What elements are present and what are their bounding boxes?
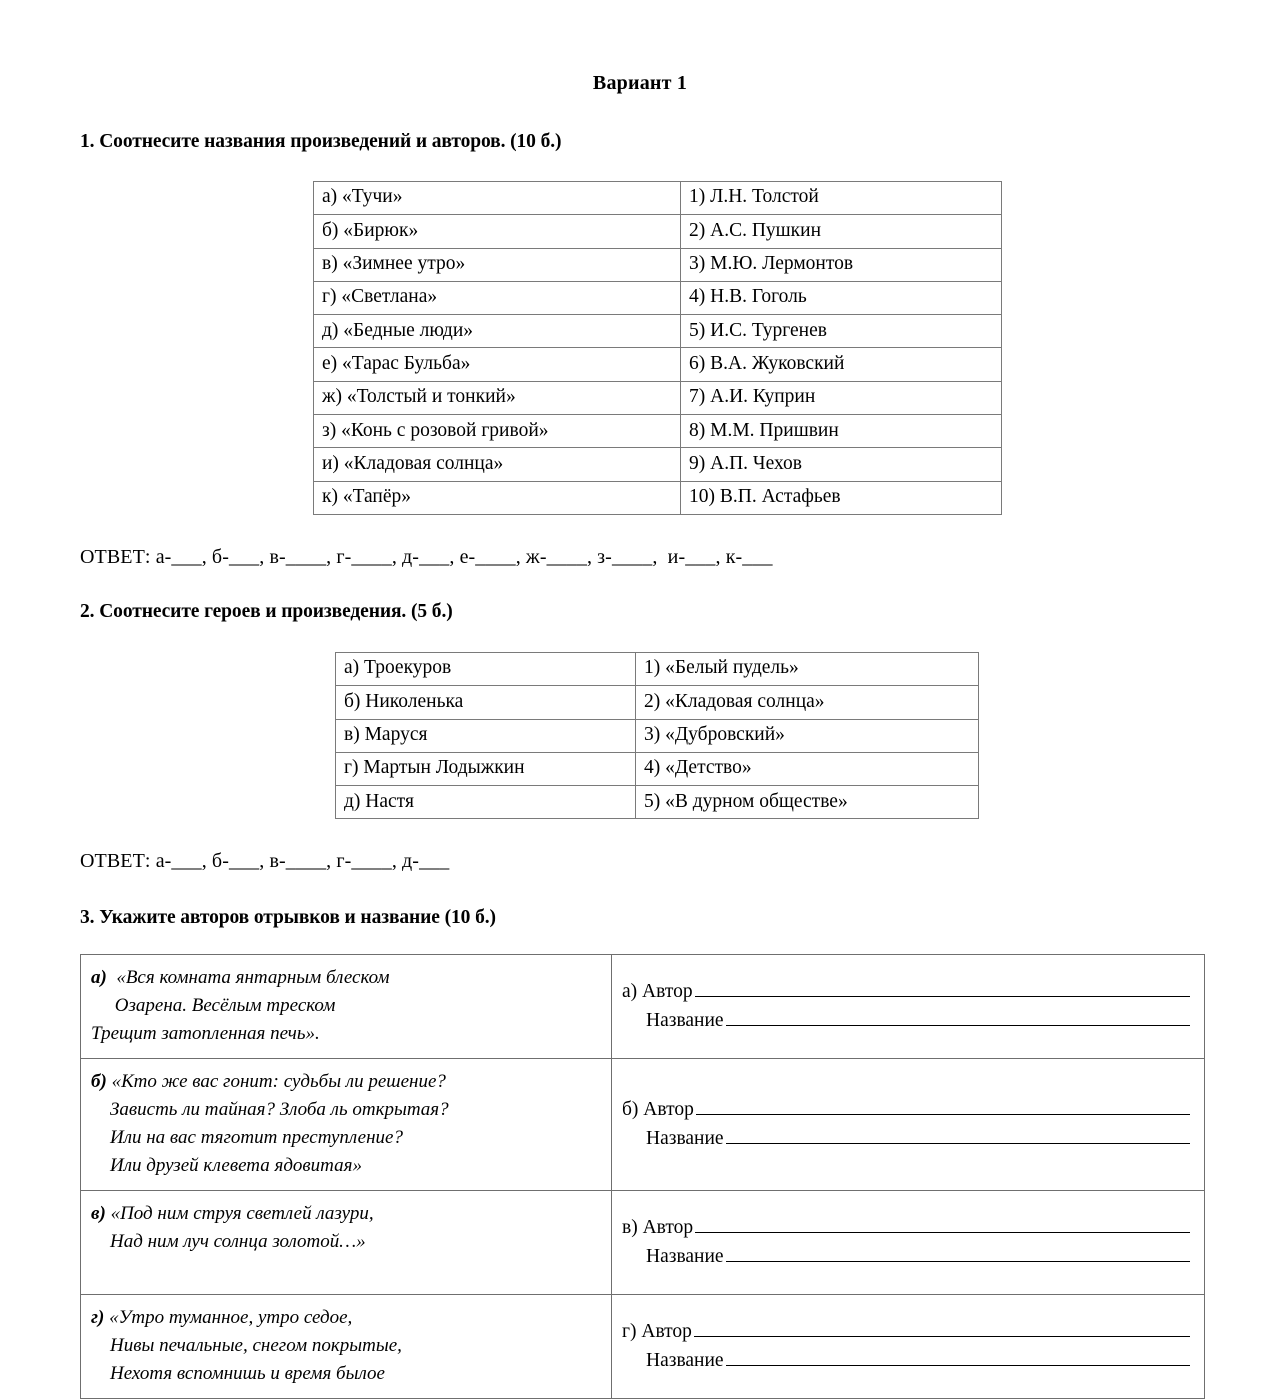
task-1-answer-line[interactable]: ОТВЕТ: а-___, б-___, в-____, г-____, д-___, е-____, ж-____, з-____, и-___, к-___ bbox=[80, 545, 773, 568]
title-answer-row[interactable] bbox=[622, 1007, 1190, 1035]
task-3-table-container bbox=[0, 929, 1280, 1398]
character-cell: а) Троекуров bbox=[336, 652, 636, 685]
work-cell: 1) «Белый пудель» bbox=[636, 652, 979, 685]
table-row bbox=[336, 719, 979, 752]
author-label: а) Автор bbox=[622, 981, 693, 1003]
work-cell: а) «Тучи» bbox=[314, 182, 681, 215]
quote-cell-g bbox=[81, 1295, 612, 1399]
table-row bbox=[336, 752, 979, 785]
answer-cell-a bbox=[612, 955, 1205, 1059]
author-cell: 4) Н.В. Гоголь bbox=[681, 281, 1002, 314]
work-cell: 2) «Кладовая солнца» bbox=[636, 686, 979, 719]
section-2-heading: 2. Соотнесите героев и произведения. (5 б.) bbox=[80, 600, 453, 622]
quote-label: в) bbox=[91, 1203, 106, 1225]
answer-cell-g bbox=[612, 1295, 1205, 1399]
author-cell: 6) В.А. Жуковский bbox=[681, 348, 1002, 381]
author-input-rule[interactable] bbox=[695, 981, 1190, 997]
title-label: Название bbox=[646, 1245, 724, 1267]
work-cell: к) «Тапёр» bbox=[314, 481, 681, 514]
title-input-rule[interactable] bbox=[726, 1349, 1190, 1365]
quote-line: «Кто же вас гонит: судьбы ли решение? bbox=[106, 1071, 446, 1093]
author-label: в) Автор bbox=[622, 1217, 694, 1239]
answer-cell-b bbox=[612, 1059, 1205, 1191]
work-cell: в) «Зимнее утро» bbox=[314, 248, 681, 281]
author-cell: 9) А.П. Чехов bbox=[681, 448, 1002, 481]
section-1-heading: 1. Соотнесите названия произведений и авторов. (10 б.) bbox=[80, 131, 562, 152]
quote-cell-a bbox=[81, 955, 612, 1059]
task-3-quotes-table bbox=[80, 954, 1205, 1398]
character-cell: в) Маруся bbox=[336, 719, 636, 752]
page-title: Вариант 1 bbox=[592, 72, 688, 94]
work-cell: 4) «Детство» bbox=[636, 752, 979, 785]
work-cell: з) «Конь с розовой гривой» bbox=[314, 415, 681, 448]
table-row bbox=[314, 415, 1002, 448]
quote-line: «Под ним струя светлей лазури, bbox=[105, 1203, 374, 1225]
quote-line: «Вся комната янтарным блеском bbox=[106, 967, 390, 989]
table-row bbox=[81, 1295, 1205, 1399]
author-input-rule[interactable] bbox=[694, 1321, 1190, 1337]
task-1-match-table bbox=[313, 181, 1002, 515]
table-row bbox=[336, 686, 979, 719]
table-row bbox=[314, 215, 1002, 248]
author-cell: 2) А.С. Пушкин bbox=[681, 215, 1002, 248]
author-label: г) Автор bbox=[622, 1321, 692, 1343]
character-cell: г) Мартын Лодыжкин bbox=[336, 752, 636, 785]
table-row bbox=[314, 281, 1002, 314]
task-1-table-container bbox=[0, 153, 1280, 515]
title-label: Название bbox=[646, 1127, 724, 1149]
quote-label: б) bbox=[91, 1071, 107, 1093]
quote-line: Озарена. Весёлым треском bbox=[91, 995, 336, 1017]
quote-line: Зависть ли тайная? Злоба ль открытая? bbox=[91, 1099, 449, 1121]
quote-line: Нехотя вспомнишь и время былое bbox=[91, 1362, 385, 1384]
author-answer-row[interactable] bbox=[622, 1214, 1190, 1242]
quote-line: Нивы печальные, снегом покрытые, bbox=[91, 1335, 402, 1357]
table-row bbox=[81, 1191, 1205, 1295]
title-label: Название bbox=[646, 1009, 724, 1031]
answer-cell-v bbox=[612, 1191, 1205, 1295]
author-cell: 1) Л.Н. Толстой bbox=[681, 182, 1002, 215]
work-cell: и) «Кладовая солнца» bbox=[314, 448, 681, 481]
title-answer-row[interactable] bbox=[622, 1347, 1190, 1375]
table-row bbox=[314, 248, 1002, 281]
quote-cell-b bbox=[81, 1059, 612, 1191]
quote-line: Или друзей клевета ядовитая» bbox=[91, 1155, 362, 1177]
author-label: б) Автор bbox=[622, 1099, 694, 1121]
title-input-rule[interactable] bbox=[726, 1010, 1190, 1026]
table-row bbox=[314, 381, 1002, 414]
table-row bbox=[336, 652, 979, 685]
table-row bbox=[314, 448, 1002, 481]
title-input-rule[interactable] bbox=[726, 1128, 1190, 1144]
title-answer-row[interactable] bbox=[622, 1243, 1190, 1271]
title-input-rule[interactable] bbox=[726, 1245, 1190, 1261]
work-cell: д) «Бедные люди» bbox=[314, 315, 681, 348]
table-row bbox=[314, 182, 1002, 215]
table-row bbox=[314, 481, 1002, 514]
quote-line: Или на вас тяготит преступление? bbox=[91, 1127, 403, 1149]
quote-line: «Утро туманное, утро седое, bbox=[104, 1307, 353, 1329]
author-cell: 3) М.Ю. Лермонтов bbox=[681, 248, 1002, 281]
work-cell: е) «Тарас Бульба» bbox=[314, 348, 681, 381]
quote-label: а) bbox=[91, 967, 107, 989]
table-row bbox=[314, 348, 1002, 381]
work-cell: 5) «В дурном обществе» bbox=[636, 786, 979, 819]
task-2-table-container bbox=[0, 623, 1280, 819]
quote-label: г) bbox=[91, 1307, 105, 1329]
title-answer-row[interactable] bbox=[622, 1125, 1190, 1153]
task-2-answer-line[interactable]: ОТВЕТ: а-___, б-___, в-____, г-____, д-___ bbox=[80, 850, 450, 873]
table-row bbox=[81, 1059, 1205, 1191]
author-cell: 7) А.И. Куприн bbox=[681, 381, 1002, 414]
author-cell: 8) М.М. Пришвин bbox=[681, 415, 1002, 448]
table-row bbox=[336, 786, 979, 819]
quote-line: Трещит затопленная печь». bbox=[91, 1023, 320, 1045]
table-row bbox=[81, 955, 1205, 1059]
task-2-match-table bbox=[335, 652, 979, 819]
work-cell: 3) «Дубровский» bbox=[636, 719, 979, 752]
section-3-heading: 3. Укажите авторов отрывков и название (10 б.) bbox=[80, 907, 496, 929]
author-answer-row[interactable] bbox=[622, 1096, 1190, 1124]
title-label: Название bbox=[646, 1349, 724, 1371]
work-cell: г) «Светлана» bbox=[314, 281, 681, 314]
quote-cell-v bbox=[81, 1191, 612, 1295]
work-cell: б) «Бирюк» bbox=[314, 215, 681, 248]
author-input-rule[interactable] bbox=[696, 1099, 1190, 1115]
character-cell: б) Николенька bbox=[336, 686, 636, 719]
author-answer-row[interactable] bbox=[622, 1318, 1190, 1346]
author-answer-row[interactable] bbox=[622, 978, 1190, 1006]
author-cell: 5) И.С. Тургенев bbox=[681, 315, 1002, 348]
quote-line: Над ним луч солнца золотой…» bbox=[91, 1231, 366, 1253]
character-cell: д) Настя bbox=[336, 786, 636, 819]
table-row bbox=[314, 315, 1002, 348]
work-cell: ж) «Толстый и тонкий» bbox=[314, 381, 681, 414]
author-cell: 10) В.П. Астафьев bbox=[681, 481, 1002, 514]
author-input-rule[interactable] bbox=[695, 1217, 1190, 1233]
